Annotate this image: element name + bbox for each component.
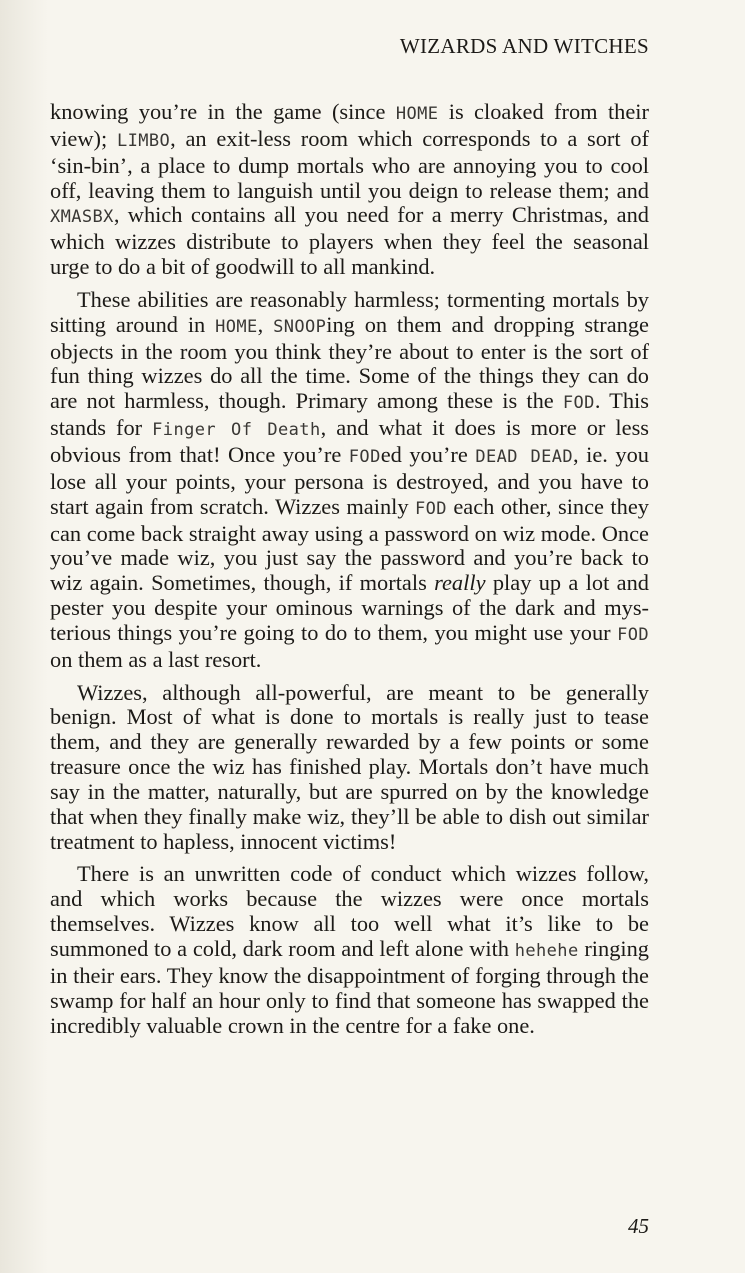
command-term: Finger Of Death bbox=[152, 420, 321, 441]
command-term: XMASBX bbox=[50, 207, 114, 228]
command-term: HOME bbox=[215, 316, 258, 337]
text-run: ing on them and dropping strange objects in the room you think they’re about to enter is the sort of fun thing wizzes do all the time. Some of the things they can do are not harmless, though. Primary among these is the bbox=[50, 311, 650, 414]
text-run: each other, since they can come back straight away using a password on wiz mode. Once you’ve made wiz, you just say the password and you’re back to wiz again. Sometimes, though, if mortals bbox=[50, 493, 649, 596]
text-run: play up a lot and pester you despite your ominous warnings of the dark and mys- terious things you’re going to do to them, you might use your bbox=[50, 570, 649, 645]
running-head: WIZARDS AND WITCHES bbox=[399, 34, 649, 58]
command-term: FOD bbox=[348, 446, 381, 467]
text-run: . This stands for bbox=[50, 388, 649, 441]
text-run: , which contains all you need for a merry Christmas, and which wizzes distribute to players when they feel the seasonal urge to do a bit of goodwill to all mankind. bbox=[50, 202, 649, 280]
text-run: Wizzes, although all-powerful, are meant to be generally benign. Most of what is done to mortals is really just to tease them, and they are generally rewarded by a few points or some treasure once the wiz has finished play. Mortals don’t have much say in the matter, naturally, but are spurred on by the knowledge that when they finally make wiz, they’ll be able to dish out similar treatment to hapless, innocent victims! bbox=[50, 679, 649, 854]
text-run: knowing you’re in the game (since bbox=[50, 99, 396, 124]
command-term: FOD bbox=[617, 624, 649, 645]
command-term: SNOOP bbox=[273, 316, 327, 337]
paragraph bbox=[50, 862, 649, 1038]
command-term: DEAD DEAD bbox=[475, 446, 573, 467]
command-term: hehehe bbox=[514, 941, 579, 961]
paragraph bbox=[50, 681, 649, 855]
emphasis-text: really bbox=[434, 570, 486, 596]
text-run: ed you’re bbox=[380, 441, 476, 467]
paragraph bbox=[50, 100, 649, 280]
page-number: 45 bbox=[628, 1214, 649, 1238]
command-term: FOD bbox=[562, 393, 595, 414]
text-run: , bbox=[257, 311, 274, 337]
command-term: FOD bbox=[415, 498, 447, 519]
command-term: HOME bbox=[395, 104, 439, 124]
text-run: on them as a last resort. bbox=[50, 646, 262, 672]
text-run: ringing in their ears. They know the disappointment of forging through the swamp for half an hour only to find that someone has swapped the incredibly valuable crown in the centre for a fake one. bbox=[50, 936, 650, 1038]
command-term: LIMBO bbox=[116, 130, 171, 151]
text-run: , an exit-less room which corresponds to a sort of ‘sin-bin’, a place to dump mortals who are annoying you to cool off, leaving them to languish until you deign to release them; and bbox=[50, 125, 649, 203]
paragraph bbox=[50, 288, 649, 673]
text-run: is cloaked from their view); bbox=[50, 99, 649, 151]
text-run: These abilities are reasonably harmless; tormenting mortals by sitting around in bbox=[50, 286, 649, 337]
text-run: There is an unwritten code of conduct which wizzes follow, and which works because the wizzes were once mortals themselves. Wizzes know all too well what it’s like to be summoned to a cold, dark room and left alone with bbox=[50, 861, 649, 961]
page-gutter-shade bbox=[0, 0, 48, 1273]
text-run: , and what it does is more or less obvious from that! Once you’re bbox=[50, 415, 649, 467]
text-run: , ie. you lose all your points, your persona is destroyed, and you have to start again from scratch. Wizzes mainly bbox=[50, 441, 650, 519]
body-text bbox=[50, 100, 649, 1046]
